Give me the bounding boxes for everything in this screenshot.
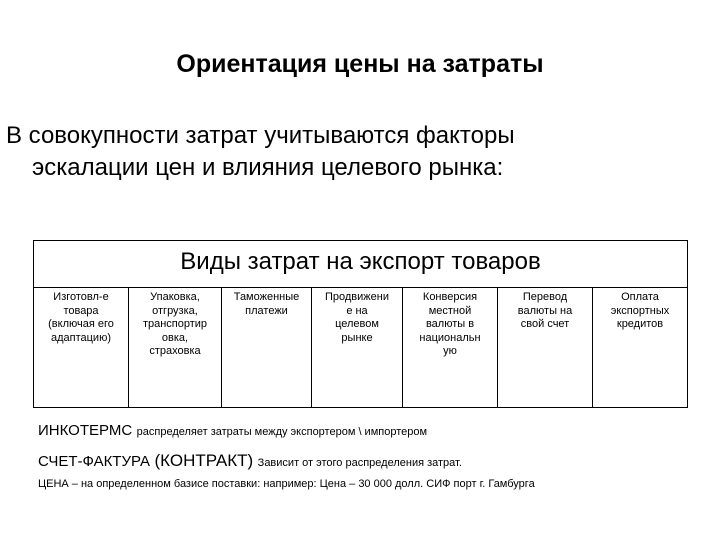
cost-column-packaging: Упаковка, отгрузка, транспортир овка, страховка bbox=[129, 287, 222, 408]
invoice-text: Зависит от этого распределения затрат. bbox=[257, 457, 462, 469]
page-title: Ориентация цены на затраты bbox=[176, 50, 544, 78]
cost-column-transfer: Перевод валюты на свой счет bbox=[498, 287, 593, 408]
intro-paragraph bbox=[6, 120, 706, 184]
invoice-term: СЧЕТ-ФАКТУРА bbox=[38, 453, 151, 470]
cost-column-manufacturing: Изготовл-е товара (включая его адаптацию) bbox=[34, 287, 129, 408]
cost-types-table bbox=[33, 240, 688, 408]
cost-column-credits: Оплата экспортных кредитов bbox=[610, 291, 670, 330]
incoterms-text: распределяет затраты между экспортером \ импортером bbox=[136, 426, 428, 438]
table-columns bbox=[34, 287, 687, 408]
incoterms-note bbox=[38, 422, 427, 440]
incoterms-term: ИНКОТЕРМС bbox=[38, 422, 133, 439]
invoice-contract: (КОНТРАКТ) bbox=[154, 451, 254, 470]
invoice-note bbox=[38, 451, 462, 471]
intro-line-1: В совокупности затрат учитываются факторы bbox=[6, 122, 515, 149]
price-note: ЦЕНА – на определенном базисе поставки: например: Цена – 30 000 долл. СИФ порт г. Гамбурга bbox=[38, 478, 535, 490]
cost-column-customs: Таможенные платежи bbox=[222, 287, 312, 408]
cost-column-conversion: Конверсия местной валюты в национальн ую bbox=[403, 287, 498, 408]
table-title: Виды затрат на экспорт товаров bbox=[180, 248, 541, 275]
intro-line-2: эскалации цен и влияния целевого рынка: bbox=[32, 154, 504, 181]
cost-column-promotion: Продвижени е на целевом рынке bbox=[312, 287, 403, 408]
